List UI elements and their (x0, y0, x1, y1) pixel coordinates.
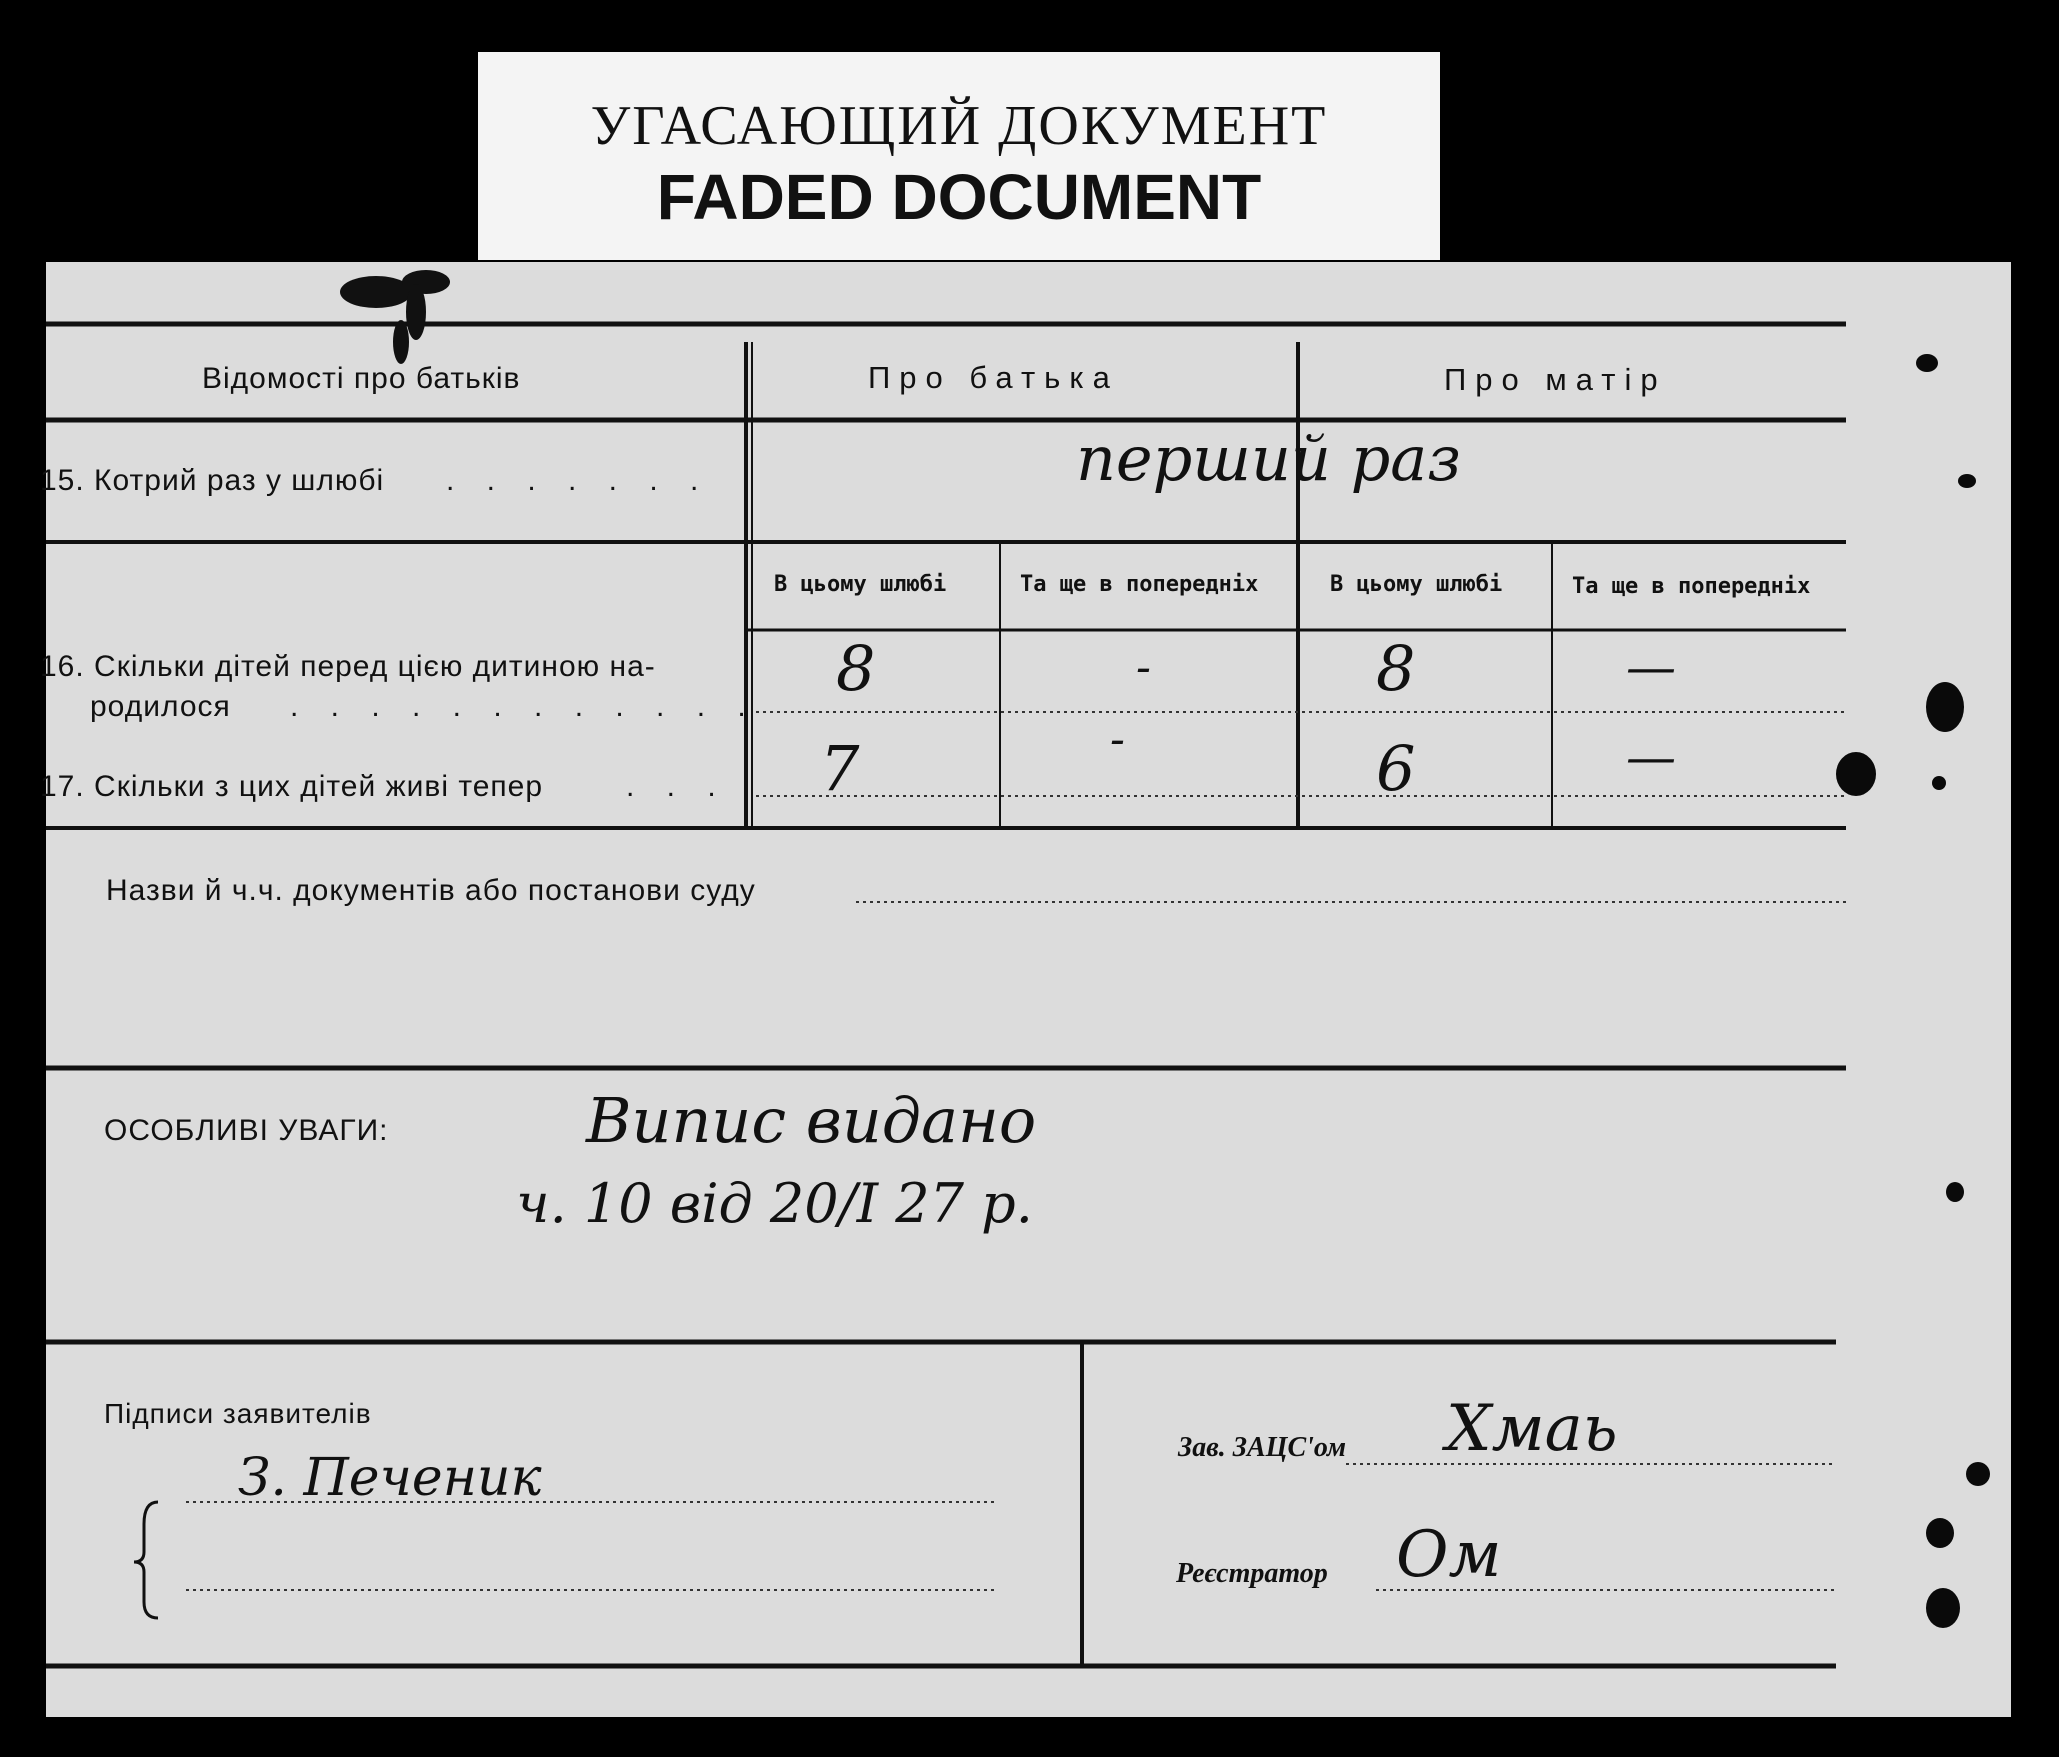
banner-title-ru: УГАСАЮЩИЙ ДОКУМЕНТ (590, 95, 1328, 157)
row15-answer: перший раз (1076, 422, 1462, 495)
mother-sub-previous: Та ще в попередніх (1572, 574, 1811, 599)
column-header-mother: Про матір (1444, 362, 1667, 397)
remarks-label: ОСОБЛИВІ УВАГИ: (104, 1114, 389, 1147)
row16-dots: . . . . . . . . . . . . (290, 690, 758, 723)
row17-mother-this: 6 (1376, 732, 1416, 805)
row16-mother-this: 8 (1376, 632, 1416, 705)
punch-hole (1926, 682, 1964, 732)
row17-label: 17. Скільки з цих дітей живі тепер (40, 770, 544, 803)
row16-label-line1: 16. Скільки дітей перед цією дитиною на- (40, 650, 656, 683)
punch-hole (1946, 1182, 1964, 1202)
row16-father-this: 8 (836, 632, 876, 705)
remarks-line2: ч. 10 від 20/I 27 р. (516, 1172, 1033, 1235)
registrar-signature: Ом (1396, 1518, 1502, 1592)
row17-mother-prev: — (1626, 728, 1676, 786)
punch-hole (1958, 474, 1976, 488)
documents-label: Назви й ч.ч. документів або постанови суду (106, 874, 756, 907)
punch-hole (1916, 354, 1938, 372)
row15-label: 15. Котрий раз у шлюбі (40, 464, 385, 497)
row17-dots: . . . (626, 770, 728, 803)
punch-hole (1932, 776, 1946, 790)
applicants-brace (134, 1502, 158, 1618)
punch-hole (1966, 1462, 1990, 1486)
faded-document-label-card (478, 52, 1440, 260)
applicant-signature: З. Печеник (238, 1448, 542, 1508)
row16-father-prev: - (1136, 642, 1151, 693)
row16-mother-prev: — (1626, 638, 1676, 696)
punch-hole (1926, 1588, 1960, 1628)
row17-father-this: 7 (820, 732, 860, 805)
father-sub-previous: Та ще в попередніх (1020, 572, 1259, 597)
row16-label-line2: родилося (90, 690, 231, 723)
ink-blot (340, 270, 450, 364)
column-header-info: Відомості про батьків (202, 362, 521, 395)
column-header-father: Про батька (868, 360, 1119, 395)
father-sub-this-marriage: В цьому шлюбі (774, 572, 947, 597)
banner-title-en: FADED DOCUMENT (656, 161, 1262, 233)
punch-hole (1926, 1518, 1954, 1548)
record-form-sheet (40, 262, 2011, 1717)
row15-dots: . . . . . . . (446, 464, 711, 497)
applicants-label: Підписи заявителів (104, 1398, 372, 1429)
remarks-line1: Випис видано (586, 1084, 1037, 1157)
row17-father-prev: - (1110, 714, 1125, 765)
punch-hole (1836, 752, 1876, 796)
head-label: Зав. ЗАЦС'ом (1178, 1432, 1347, 1463)
registrar-label: Реєстратор (1176, 1558, 1328, 1589)
mother-sub-this-marriage: В цьому шлюбі (1330, 572, 1503, 597)
head-signature: Хмаь (1446, 1392, 1618, 1466)
